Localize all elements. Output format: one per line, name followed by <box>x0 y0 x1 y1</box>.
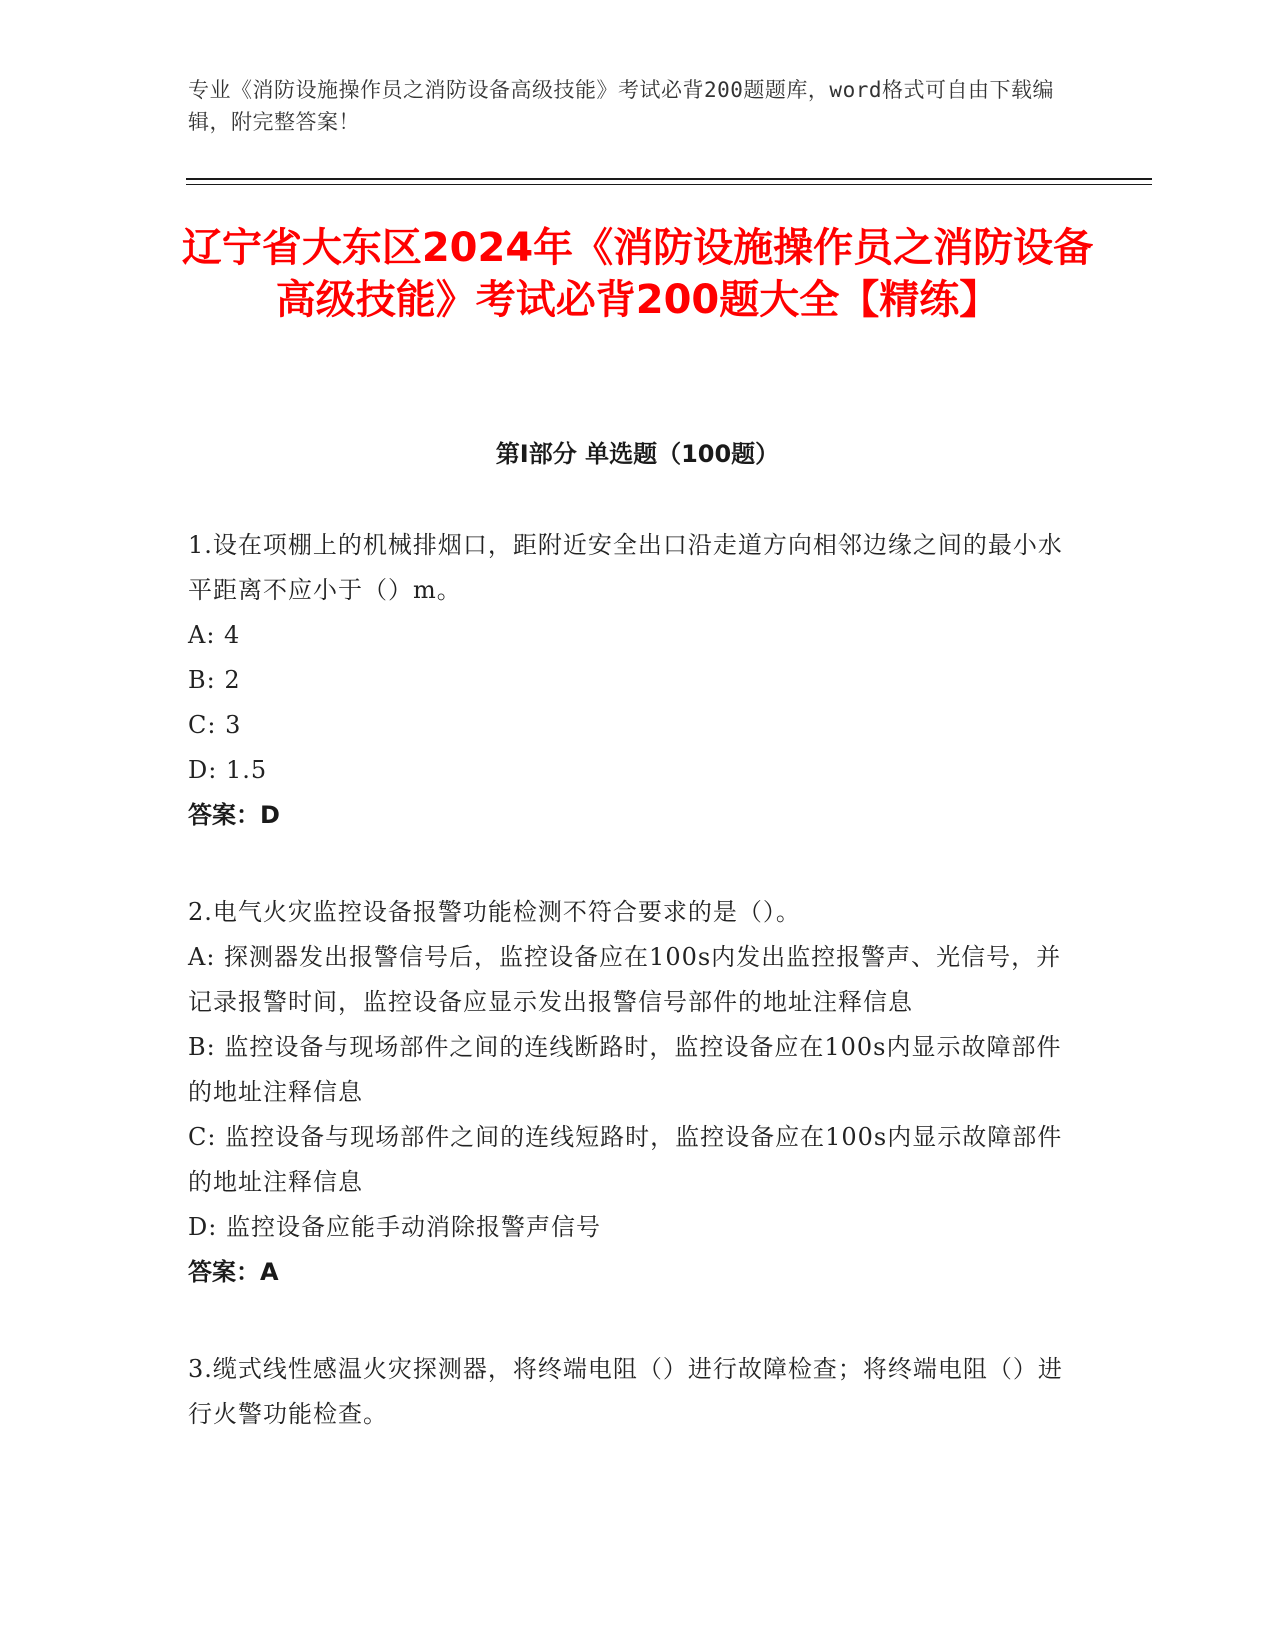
option-c: C: 监控设备与现场部件之间的连线短路时，监控设备应在100s内显示故障部件的地址注释信息 <box>188 1123 1063 1196</box>
section-title: 第I部分 单选题（100题） <box>495 440 780 468</box>
question-1 <box>188 523 1068 838</box>
option-b: B: 2 <box>188 666 241 694</box>
header-divider-thick <box>186 178 1152 180</box>
option-a: A: 探测器发出报警信号后，监控设备应在100s内发出监控报警声、光信号，并记录报警时间，监控设备应显示发出报警信号部件的地址注释信息 <box>188 943 1062 1016</box>
document-title: 辽宁省大东区2024年《消防设施操作员之消防设备高级技能》考试必背200题大全【精练】 <box>181 225 1094 323</box>
question-list <box>188 523 1068 1489</box>
option-d: D: 监控设备应能手动消除报警声信号 <box>188 1213 601 1241</box>
question-stem: 3.缆式线性感温火灾探测器，将终端电阻（）进行故障检查；将终端电阻（）进行火警功能检查。 <box>188 1355 1063 1428</box>
option-d: D: 1.5 <box>188 756 268 784</box>
question-stem: 2.电气火灾监控设备报警功能检测不符合要求的是（）。 <box>188 898 801 926</box>
header-note: 专业《消防设施操作员之消防设备高级技能》考试必背200题题库，word格式可自由下载编辑，附完整答案！ <box>188 78 1054 134</box>
option-c: C: 3 <box>188 711 242 739</box>
question-stem: 1.设在项棚上的机械排烟口，距附近安全出口沿走道方向相邻边缘之间的最小水平距离不应小于（）m。 <box>188 531 1063 604</box>
option-a: A: 4 <box>188 621 241 649</box>
answer: 答案：D <box>188 801 280 829</box>
header-divider-thin <box>186 184 1152 185</box>
question-2 <box>188 890 1068 1295</box>
option-b: B: 监控设备与现场部件之间的连线断路时，监控设备应在100s内显示故障部件的地址注释信息 <box>188 1033 1062 1106</box>
answer: 答案：A <box>188 1258 279 1286</box>
question-3 <box>188 1347 1068 1437</box>
